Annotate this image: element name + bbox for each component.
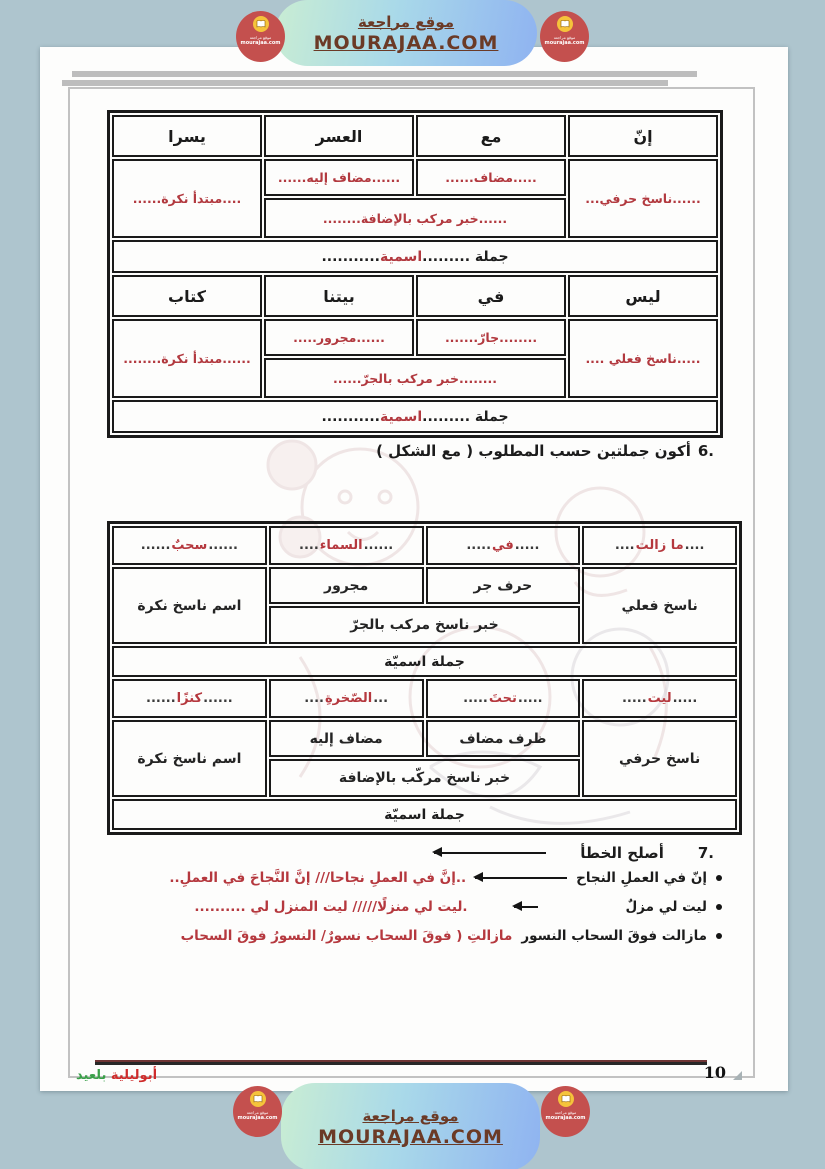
question-6	[376, 442, 714, 460]
header-cell: ليس	[568, 275, 718, 317]
label-cell-merged: خبر ناسخ مركب بالجرّ	[269, 606, 581, 644]
header-cell: إنّ	[568, 115, 718, 157]
footer-rule	[95, 1060, 707, 1065]
correction-item: مازالت فوقَ السحاب النسور مازالتِ ( فوقَ السحاب نسورٌ/ النسورُ فوقَ السحاب	[106, 928, 722, 944]
answer-cell: ..... في .....	[426, 526, 581, 565]
answer-cell: ....مبتدأ نكرة......	[112, 159, 262, 238]
book-icon	[557, 16, 573, 32]
sentence-row: جملة ......... اسمية ...........	[112, 400, 718, 433]
answer-cell: ... الصّخرةِ ....	[269, 679, 424, 718]
header-cell: كتاب	[112, 275, 262, 317]
book-icon	[253, 16, 269, 32]
question-7	[434, 844, 714, 862]
answer-cell: ...... سحبٌ ......	[112, 526, 267, 565]
answer-cell: .....ناسخ فعلي ....	[568, 319, 718, 398]
label-cell: مجرور	[269, 567, 424, 604]
book-icon	[250, 1091, 266, 1107]
bullet-icon	[716, 904, 722, 910]
answer-cell: .....مضاف......	[416, 159, 566, 196]
sentence-row: جملة اسميّة	[112, 646, 737, 677]
bullet-icon	[716, 933, 722, 939]
left-arrow-icon	[475, 877, 567, 880]
header-cell: مع	[416, 115, 566, 157]
header-cell: بيتنا	[264, 275, 414, 317]
answer-cell: ..... تحتَ .....	[426, 679, 581, 718]
bullet-icon	[716, 875, 722, 881]
corner-triangle	[733, 1071, 742, 1080]
answer-cell: ......مجرور.....	[264, 319, 414, 356]
answer-cell: ......ناسخ حرفي...	[568, 159, 718, 238]
label-cell: اسم ناسخ نكرة	[112, 720, 267, 797]
label-cell: مضاف إليه	[269, 720, 424, 757]
label-cell: ناسخ فعلي	[582, 567, 737, 644]
document-page	[40, 47, 788, 1091]
answer-cell-merged: ........خبر مركب بالجرّ......	[264, 358, 566, 398]
site-name-arabic: موقع مراجعة	[357, 12, 455, 31]
answer-cell-merged: ......خبر مركب بالإضافة........	[264, 198, 566, 238]
question-7-items	[106, 870, 722, 944]
question-text: أصلح الخطأ	[580, 844, 664, 862]
site-name-arabic: موقع مراجعة	[362, 1106, 459, 1125]
left-arrow-icon	[434, 852, 546, 855]
sentence-row: جملة اسميّة	[112, 799, 737, 830]
table2-section-1	[112, 526, 737, 677]
question-text: أكون جملتين حسب المطلوب ( مع الشكل )	[376, 442, 691, 460]
site-domain: MOURAJAA.COM	[318, 1125, 503, 1148]
answer-cell: ......مبتدأ نكرة........	[112, 319, 262, 398]
corner-mark	[62, 80, 668, 86]
author-name: أبوليلية بلعيد	[76, 1068, 158, 1083]
site-banner-bottom	[281, 1083, 540, 1169]
correction-item: إنّ في العملِ النجاح ..إنَّ في العملِ نجاحا/// إنَّ النَّجاحَ في العملِ..	[106, 870, 722, 886]
book-icon	[558, 1091, 574, 1107]
answer-cell: ..... ليت .....	[582, 679, 737, 718]
question-number: 6.	[697, 442, 714, 460]
site-logo: موقع مراجعة mourajaa.com	[236, 11, 285, 62]
label-cell: ناسخ حرفي	[582, 720, 737, 797]
table1-section-1	[112, 115, 718, 273]
page-number: 10	[703, 1063, 726, 1082]
site-domain: MOURAJAA.COM	[313, 31, 499, 54]
header-cell: في	[416, 275, 566, 317]
site-banner-top	[275, 0, 537, 66]
answer-cell: ...... كنزًا ......	[112, 679, 267, 718]
sentence-row: جملة ......... اسمية ...........	[112, 240, 718, 273]
corner-mark	[72, 71, 697, 77]
label-cell: حرف جر	[426, 567, 581, 604]
question-number: 7.	[697, 844, 714, 862]
label-cell: ظرف مضاف	[426, 720, 581, 757]
header-cell: العسر	[264, 115, 414, 157]
table2-section-2	[112, 679, 737, 830]
left-arrow-icon	[514, 906, 538, 909]
answer-cell: ......مضاف إليه......	[264, 159, 414, 196]
site-logo: موقع مراجعة mourajaa.com	[233, 1086, 282, 1137]
grammar-table-1	[107, 110, 723, 438]
site-logo: موقع مراجعة mourajaa.com	[540, 11, 589, 62]
label-cell: اسم ناسخ نكرة	[112, 567, 267, 644]
label-cell-merged: خبر ناسخ مركّب بالإضافة	[269, 759, 581, 797]
table1-section-2	[112, 275, 718, 433]
answer-cell: ........جارّ.......	[416, 319, 566, 356]
correction-item: ليت لي مزلٌ .ليت لي منزلًا///// ليت المنزل لي ..........	[106, 899, 722, 915]
grammar-table-2	[107, 521, 742, 835]
answer-cell: .... ما زالت ....	[582, 526, 737, 565]
site-logo: موقع مراجعة mourajaa.com	[541, 1086, 590, 1137]
answer-cell: ...... السماء ....	[269, 526, 424, 565]
header-cell: يسرا	[112, 115, 262, 157]
